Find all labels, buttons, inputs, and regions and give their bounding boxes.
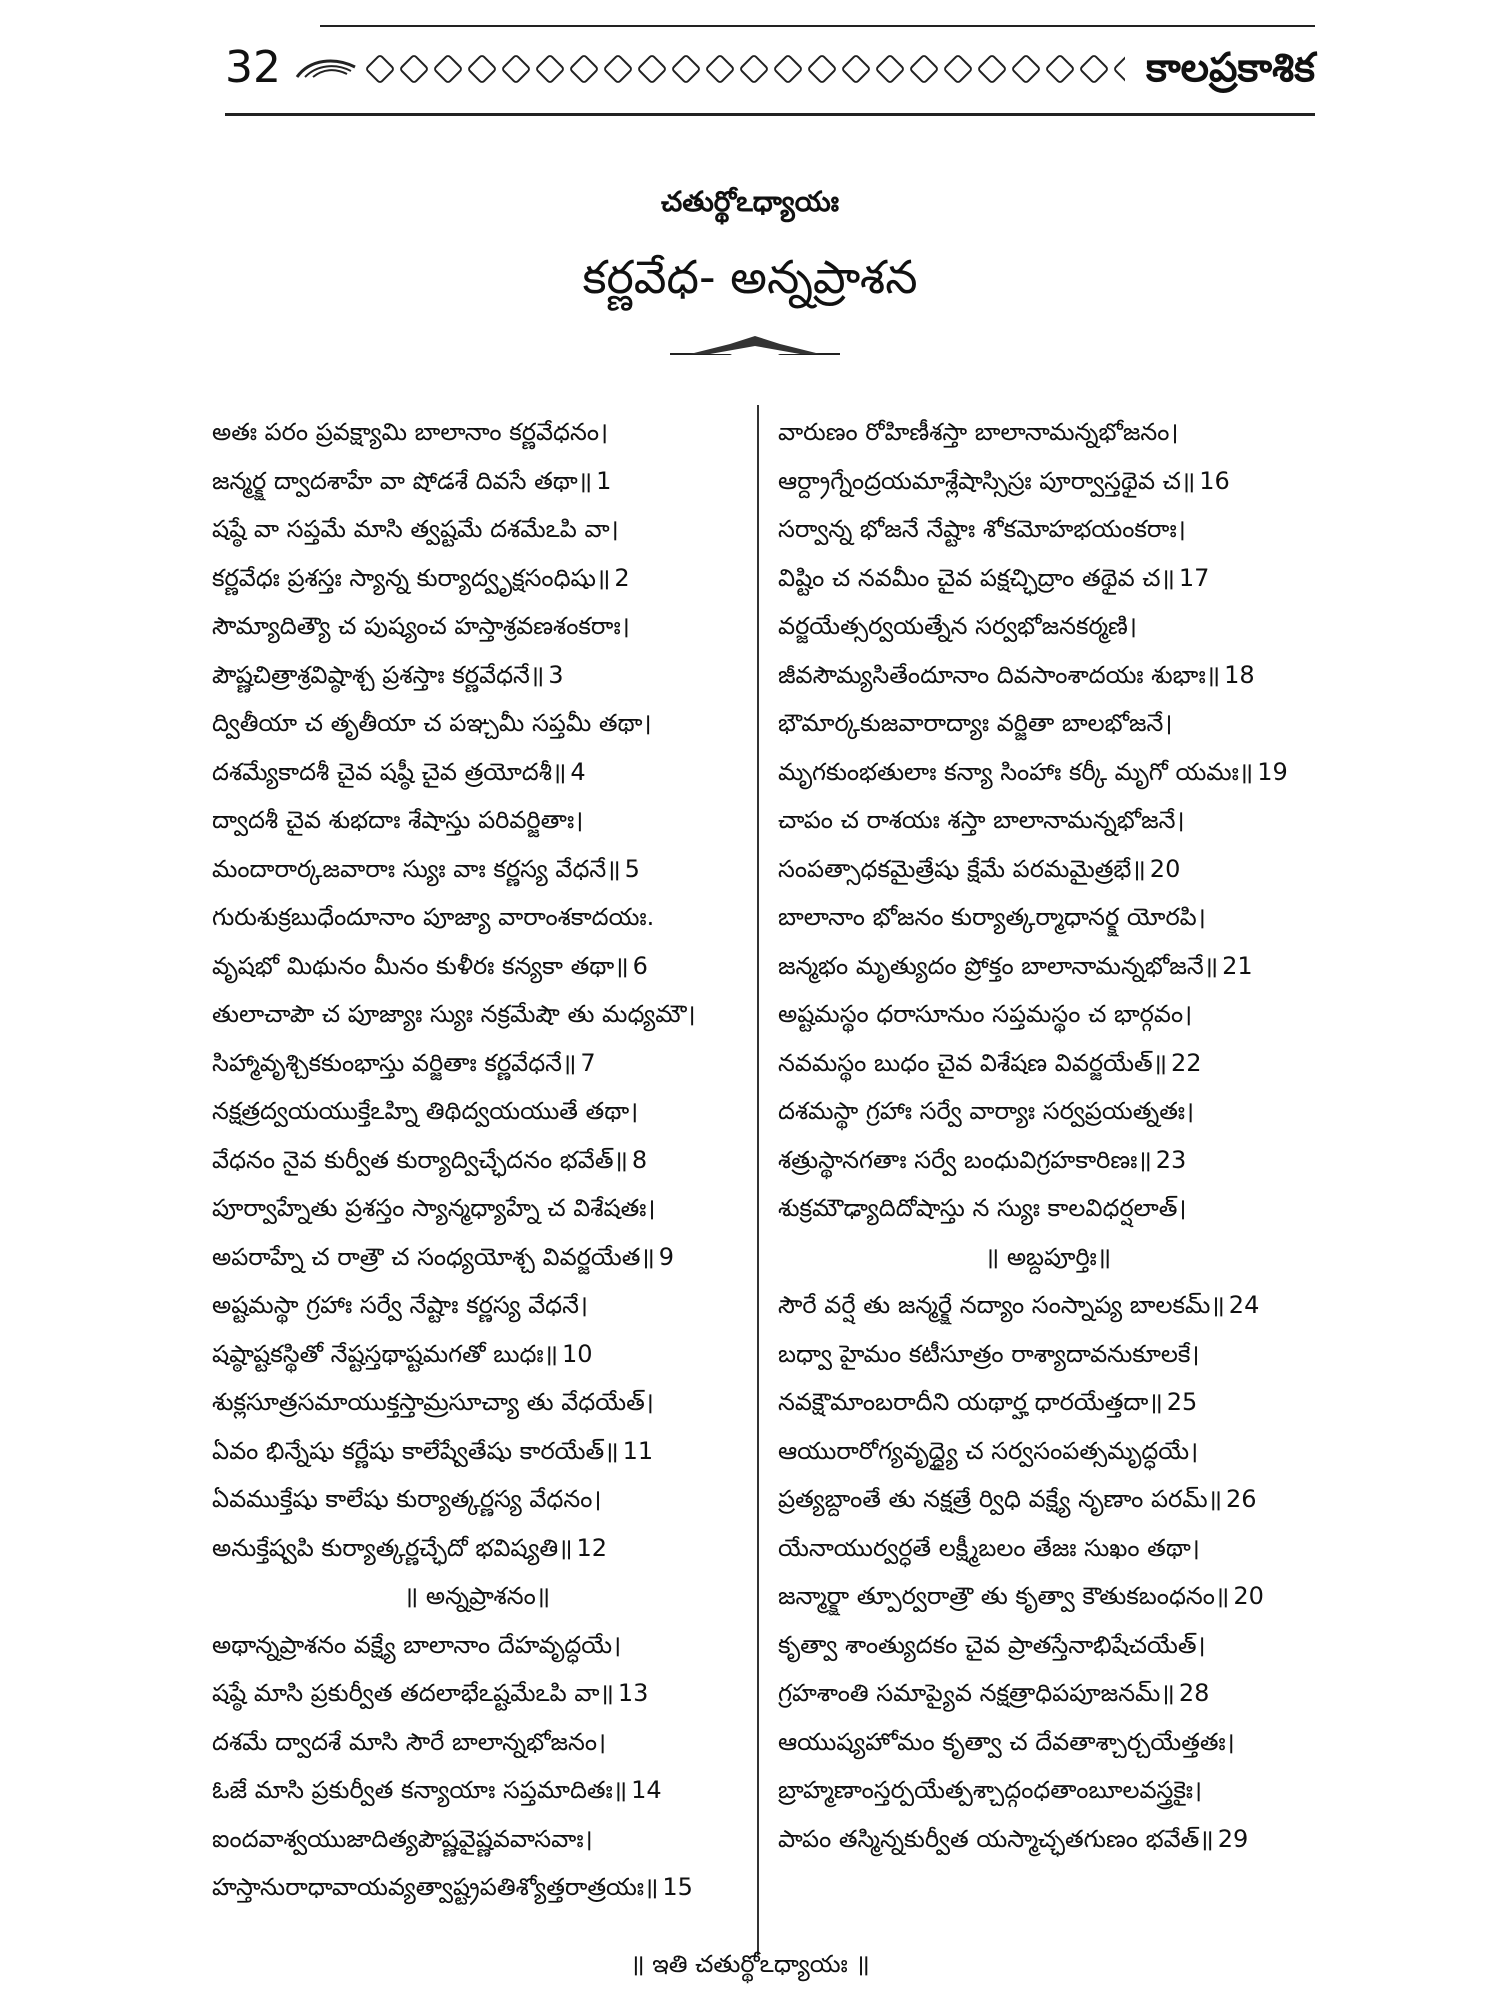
verse-line bbox=[778, 1572, 1318, 1621]
diamond-ornament-icon bbox=[432, 53, 463, 84]
verse-text: షష్ఠే మాసి ప్రకుర్వీత తదలాభేఽష్టమేఽపి వా॥ bbox=[212, 1679, 614, 1707]
verse-number: 19 bbox=[1257, 757, 1288, 786]
verse-number: 16 bbox=[1199, 466, 1230, 495]
diamond-ornament-icon bbox=[500, 53, 531, 84]
page-header bbox=[225, 25, 1315, 115]
header-ornament-row bbox=[365, 47, 1125, 91]
swirl-flourish-icon bbox=[295, 55, 357, 81]
verse-text: జన్మర్క్ష ద్వాదశాహే వా షోడశే దివసే తథా॥ bbox=[212, 466, 593, 495]
verse-number: 5 bbox=[624, 854, 640, 883]
verse-number: 1 bbox=[596, 466, 612, 495]
verse-number: 4 bbox=[570, 757, 586, 786]
verse-text: సౌరే వర్షే తు జన్మర్క్షే నద్యాం సంస్నాప్య బాలకమ్॥ bbox=[778, 1291, 1225, 1319]
diamond-ornament-icon bbox=[738, 53, 769, 84]
verse-line bbox=[778, 554, 1318, 603]
diamond-ornament-icon bbox=[874, 53, 905, 84]
verse-number: 21 bbox=[1222, 951, 1253, 980]
verse-number: 9 bbox=[658, 1242, 675, 1271]
verse-line bbox=[212, 651, 742, 700]
verse-text: సంపత్సాధకమైత్రేషు క్షేమే పరమమైత్రభే॥ bbox=[778, 854, 1146, 883]
verse-number: 14 bbox=[631, 1776, 662, 1804]
diamond-ornament-icon bbox=[602, 53, 633, 84]
chapter-heading: చతుర్థోఽధ్యాయః bbox=[661, 185, 839, 218]
verse-text: బధ్వా హైమం కటీసూత్రం రాశ్యాదావనుకూలకే। bbox=[778, 1339, 1200, 1368]
verse-number: 20 bbox=[1233, 1582, 1264, 1610]
verse-number: 25 bbox=[1166, 1388, 1198, 1416]
right-column bbox=[778, 408, 1318, 1863]
diamond-ornament-icon bbox=[398, 53, 429, 84]
verse-text: గ్రహశాంతి సమాప్యైవ నక్షత్రాధిపపూజనమ్॥ bbox=[778, 1679, 1175, 1707]
verse-text: అపరాహ్నే చ రాత్రౌ చ సంధ్యయోశ్చ వివర్జయేత॥ bbox=[212, 1242, 655, 1271]
verse-line bbox=[212, 1378, 742, 1427]
verse-text: ద్వాదశీ చైవ శుభదాః శేషాస్తు పరివర్జితాః। bbox=[212, 806, 584, 834]
verse-text: గురుశుక్రబుధేందూనాం పూజ్యా వారాంశకాదయః. bbox=[212, 903, 655, 931]
verse-line bbox=[778, 457, 1318, 506]
verse-line bbox=[778, 1087, 1318, 1136]
verse-text: షష్ఠే వా సప్తమే మాసి త్వష్టమే దశమేఽపి వా। bbox=[212, 515, 619, 543]
verse-text: వేధనం నైవ కుర్వీత కుర్యాద్విచ్ఛేదనం భవేత్॥ bbox=[212, 1145, 628, 1174]
verse-text: నవమస్థం బుధం చైవ విశేషణ వివర్జయేత్॥ bbox=[778, 1048, 1168, 1077]
verse-line bbox=[212, 1039, 742, 1088]
verse-line bbox=[778, 1815, 1318, 1864]
verse-line bbox=[778, 1039, 1318, 1088]
verse-number: 10 bbox=[561, 1339, 593, 1368]
verse-text: పాపం తస్మిన్నకుర్వీత యస్మాచ్ఛతగుణం భవేత్॥ bbox=[778, 1824, 1214, 1853]
verse-number: 3 bbox=[548, 660, 564, 689]
verse-line bbox=[778, 1427, 1318, 1476]
verse-line bbox=[778, 1378, 1318, 1427]
verse-text: మృగకుంభతులాః కన్యా సింహాః కర్కీ మృగో యమః॥ bbox=[778, 757, 1254, 786]
verse-line bbox=[212, 408, 742, 457]
verse-line bbox=[212, 505, 742, 554]
verse-text: శుక్రమౌఢ్యాదిదోషాస్తు న స్యుః కాలవిధర్షలాత్। bbox=[778, 1194, 1187, 1222]
verse-number: 7 bbox=[580, 1048, 596, 1077]
verse-line bbox=[778, 845, 1318, 894]
verse-text: దశమ్యేకాదశీ చైవ షష్ఠీ చైవ త్రయోదశీ॥ bbox=[212, 757, 567, 786]
diamond-ornament-icon bbox=[840, 53, 871, 84]
verse-number: 28 bbox=[1178, 1679, 1210, 1707]
verse-number: 15 bbox=[662, 1873, 693, 1901]
verse-line bbox=[778, 1524, 1318, 1573]
verse-line bbox=[212, 1863, 742, 1912]
verse-text: యేనాయుర్వర్ధతే లక్ష్మీబలం తేజః సుఖం తథా। bbox=[778, 1533, 1200, 1562]
verse-line bbox=[778, 1136, 1318, 1185]
verse-number: 12 bbox=[576, 1533, 608, 1562]
verse-line bbox=[212, 990, 742, 1039]
verse-text: శుక్లసూత్రసమాయుక్తస్తామ్రసూచ్యా తు వేధయేత్। bbox=[212, 1388, 654, 1416]
verse-line bbox=[212, 796, 742, 845]
verse-text: కర్ణవేధః ప్రశస్తః స్యాన్న కుర్యాద్వృక్షసంధిషు॥ bbox=[212, 563, 611, 592]
verse-text: ఏవముక్తేషు కాలేషు కుర్యాత్కర్ణస్య వేధనం। bbox=[212, 1485, 602, 1513]
verse-line bbox=[778, 651, 1318, 700]
verse-text: జన్మభం మృత్యుదం ప్రోక్తం బాలానామన్నభోజనే॥ bbox=[778, 951, 1219, 980]
verse-line bbox=[212, 1524, 742, 1573]
verse-line bbox=[212, 1087, 742, 1136]
verse-text: వర్జయేత్సర్వయత్నేన సర్వభోజనకర్మణి। bbox=[778, 612, 1137, 640]
verse-number: 17 bbox=[1178, 563, 1210, 592]
verse-line bbox=[778, 893, 1318, 942]
diamond-ornament-icon bbox=[1010, 53, 1041, 84]
verse-text: నక్షత్రద్వయయుక్తేఽహ్ని తిథిద్వయయుతే తథా। bbox=[212, 1097, 639, 1125]
diamond-ornament-icon bbox=[365, 53, 396, 84]
verse-line bbox=[778, 1669, 1318, 1718]
verse-number: 23 bbox=[1155, 1145, 1187, 1174]
left-column bbox=[212, 408, 742, 1912]
verse-line bbox=[212, 1184, 742, 1233]
verse-text: చాపం చ రాశయః శస్తా బాలానామన్నభోజనే। bbox=[778, 806, 1185, 834]
verse-line bbox=[212, 1766, 742, 1815]
verse-line bbox=[778, 796, 1318, 845]
verse-number: 26 bbox=[1226, 1485, 1257, 1513]
verse-text: శత్రుస్థానగతాః సర్వే బంధువిగ్రహకారిణః॥ bbox=[778, 1145, 1152, 1174]
verse-line bbox=[778, 748, 1318, 797]
verse-text: ॥ అన్నప్రాశనం॥ bbox=[403, 1582, 551, 1610]
verse-line bbox=[778, 942, 1318, 991]
verse-line bbox=[212, 1669, 742, 1718]
page-number: 32 bbox=[225, 42, 281, 93]
verse-text: ద్వితీయా చ తృతీయా చ పఞ్చమీ సప్తమీ తథా। bbox=[212, 709, 652, 737]
verse-text: సర్వాన్న భోజనే నేష్టాః శోకమోహభయంకరాః। bbox=[778, 515, 1186, 543]
verse-text: జీవసౌమ్యసితేందూనాం దివసాంశాదయః శుభాః॥ bbox=[778, 660, 1221, 689]
verse-line bbox=[778, 505, 1318, 554]
verse-text: ॥ అబ్దపూర్తిః॥ bbox=[984, 1242, 1112, 1271]
diamond-ornament-icon bbox=[466, 53, 497, 84]
verse-line bbox=[212, 602, 742, 651]
verse-text: విష్టిం చ నవమీం చైవ పక్షచ్ఛిద్రాం తథైవ చ॥ bbox=[778, 563, 1175, 592]
verse-line bbox=[212, 699, 742, 748]
diamond-ornament-icon bbox=[704, 53, 735, 84]
verse-text: జన్మార్క్షా త్పూర్వరాత్రౌ తు కృత్వా కౌతుకబంధనం॥ bbox=[778, 1582, 1230, 1610]
verse-line bbox=[778, 1330, 1318, 1379]
verse-text: అష్టమస్థం ధరాసూనుం సప్తమస్థం చ భార్గవం। bbox=[778, 1000, 1193, 1028]
diamond-ornament-icon bbox=[976, 53, 1007, 84]
verse-line bbox=[778, 1184, 1318, 1233]
verse-line bbox=[778, 699, 1318, 748]
verse-line bbox=[212, 1330, 742, 1379]
verse-text: అతః పరం ప్రవక్ష్యామి బాలానాం కర్ణవేధనం। bbox=[212, 418, 609, 446]
diamond-ornament-icon bbox=[636, 53, 667, 84]
verse-number: 8 bbox=[631, 1145, 648, 1174]
verse-number: 29 bbox=[1217, 1824, 1249, 1853]
column-divider bbox=[757, 405, 759, 1955]
verse-text: సిహ్మావృశ్చికకుంభాస్తు వర్జితాః కర్ణవేధనే॥ bbox=[212, 1048, 577, 1077]
verse-text: తులాచాపౌ చ పూజ్యాః స్యుః నక్రమేషౌ తు మధ్యమౌ। bbox=[212, 1000, 696, 1028]
verse-text: షష్ఠాష్టకస్థితో నేష్టస్తథాష్టమగతో బుధః॥ bbox=[212, 1339, 558, 1368]
chapter-end-line: ॥ ఇతి చతుర్థోఽధ్యాయః ॥ bbox=[630, 1950, 870, 1978]
verse-text: ప్రత్యబ్దాంతే తు నక్షత్రే ర్విధి వక్ష్యే నృణాం పరమ్॥ bbox=[778, 1485, 1223, 1513]
section-subheading bbox=[778, 1233, 1318, 1282]
verse-text: పూర్వాహ్నేతు ప్రశస్తం స్యాన్మధ్యాహ్నే చ విశేషతః। bbox=[212, 1194, 656, 1222]
verse-text: ఐందవాశ్వయుజాదిత్యపౌష్ణవైష్ణవవాసవాః। bbox=[212, 1824, 593, 1853]
verse-line bbox=[778, 1281, 1318, 1330]
diamond-ornament-icon bbox=[806, 53, 837, 84]
verse-text: ఆర్ద్రాగ్నేంద్రయమాశ్లేషాస్సిస్రః పూర్వాస్తథైవ చ॥ bbox=[778, 466, 1196, 495]
verse-line bbox=[212, 1136, 742, 1185]
verse-number: 18 bbox=[1224, 660, 1255, 689]
diamond-ornament-icon bbox=[1044, 53, 1075, 84]
verse-line bbox=[778, 602, 1318, 651]
running-title: కాలప్రకాశిక bbox=[1145, 45, 1315, 91]
verse-line bbox=[212, 1281, 742, 1330]
verse-text: బాలానాం భోజనం కుర్యాత్కర్మాధానర్క్ష యోరపి। bbox=[778, 903, 1206, 931]
verse-line bbox=[212, 1233, 742, 1282]
verse-text: కృత్వా శాంత్యుదకం చైవ ప్రాతస్తేనాభిషేచయేత్। bbox=[778, 1630, 1206, 1659]
diamond-ornament-icon bbox=[534, 53, 565, 84]
chapter-title: కర్ణవేధ- అన్నప్రాశన bbox=[582, 250, 918, 304]
verse-text: అథాన్నప్రాశనం వక్ష్యే బాలానాం దేహవృద్ధయే। bbox=[212, 1630, 622, 1659]
verse-text: ఏవం భిన్నేషు కర్ణేషు కాలేష్వేతేషు కారయేత్॥ bbox=[212, 1436, 619, 1465]
diamond-ornament-icon bbox=[908, 53, 939, 84]
verse-number: 6 bbox=[632, 951, 648, 980]
header-bottom-rule bbox=[225, 113, 1315, 116]
verse-line bbox=[212, 942, 742, 991]
verse-line bbox=[212, 1815, 742, 1864]
verse-text: మందారార్కజవారాః స్యుః వాః కర్ణస్య వేధనే॥ bbox=[212, 854, 621, 883]
verse-text: వారుణం రోహిణీశస్తా బాలానామన్నభోజనం। bbox=[778, 418, 1179, 446]
verse-text: అష్టమస్థా గ్రహాః సర్వే నేష్టాః కర్ణస్య వేధనే। bbox=[212, 1291, 589, 1319]
header-top-rule bbox=[320, 25, 1315, 27]
verse-text: భౌమార్కకుజవారాద్యాః వర్జితా బాలభోజనే। bbox=[778, 709, 1173, 737]
verse-text: ఓజే మాసి ప్రకుర్వీత కన్యాయాః సప్తమాదితః॥ bbox=[212, 1776, 628, 1804]
diamond-ornament-icon bbox=[670, 53, 701, 84]
verse-text: దశమస్థా గ్రహాః సర్వే వార్యాః సర్వప్రయత్నతః। bbox=[778, 1097, 1195, 1125]
verse-number: 22 bbox=[1171, 1048, 1202, 1077]
verse-line bbox=[778, 990, 1318, 1039]
diamond-ornament-icon bbox=[942, 53, 973, 84]
verse-line bbox=[212, 1427, 742, 1476]
verse-line bbox=[212, 845, 742, 894]
verse-line bbox=[778, 1718, 1318, 1767]
verse-number: 13 bbox=[617, 1679, 649, 1707]
book-ornament-icon bbox=[670, 332, 840, 358]
verse-text: దశమే ద్వాదశే మాసి సౌరే బాలాన్నభోజనం। bbox=[212, 1727, 607, 1756]
verse-number: 24 bbox=[1228, 1291, 1260, 1319]
diamond-ornament-icon bbox=[1078, 53, 1109, 84]
diamond-ornament-icon bbox=[568, 53, 599, 84]
diamond-ornament-icon bbox=[772, 53, 803, 84]
verse-text: బ్రాహ్మణాంస్తర్పయేత్పశ్చాద్గంధతాంబూలవస్త్రకైః। bbox=[778, 1776, 1203, 1804]
verse-text: ఆయురారోగ్యవృద్ధ్యై చ సర్వసంపత్సమృద్ధయే। bbox=[778, 1436, 1199, 1465]
verse-line bbox=[212, 554, 742, 603]
verse-line bbox=[778, 1766, 1318, 1815]
verse-text: హస్తానురాధావాయవ్యత్వాష్ట్రపతిశ్యోత్తరాత్రయః॥ bbox=[212, 1873, 659, 1901]
verse-line bbox=[778, 1475, 1318, 1524]
verse-line bbox=[212, 1718, 742, 1767]
verse-text: అనుక్తేష్వపి కుర్యాత్కర్ణచ్ఛేదో భవిష్యతి॥ bbox=[212, 1533, 573, 1562]
diamond-ornament-icon bbox=[1112, 53, 1125, 84]
verse-text: నవక్షౌమాంబరాదీని యథార్హ ధారయేత్తదా॥ bbox=[778, 1388, 1163, 1416]
verse-line bbox=[212, 457, 742, 506]
verse-number: 2 bbox=[614, 563, 630, 592]
verse-line bbox=[212, 893, 742, 942]
verse-line bbox=[212, 1621, 742, 1670]
verse-line bbox=[212, 1475, 742, 1524]
verse-line bbox=[778, 408, 1318, 457]
verse-text: పౌష్ణచిత్రాశ్రవిష్ఠాశ్చ ప్రశస్తాః కర్ణవేధనే॥ bbox=[212, 660, 545, 689]
verse-text: వృషభో మిథునం మీనం కుళీరః కన్యకా తథా॥ bbox=[212, 951, 629, 980]
verse-text: ఆయుష్యహోమం కృత్వా చ దేవతాశ్చార్చయేత్తతః। bbox=[778, 1727, 1235, 1756]
verse-number: 20 bbox=[1149, 854, 1181, 883]
verse-number: 11 bbox=[622, 1436, 654, 1465]
verse-text: సౌమ్యాదిత్యౌ చ పుష్యంచ హస్తాశ్రవణశంకరాః। bbox=[212, 612, 630, 640]
verse-line bbox=[778, 1621, 1318, 1670]
section-subheading bbox=[212, 1572, 742, 1621]
verse-line bbox=[212, 748, 742, 797]
